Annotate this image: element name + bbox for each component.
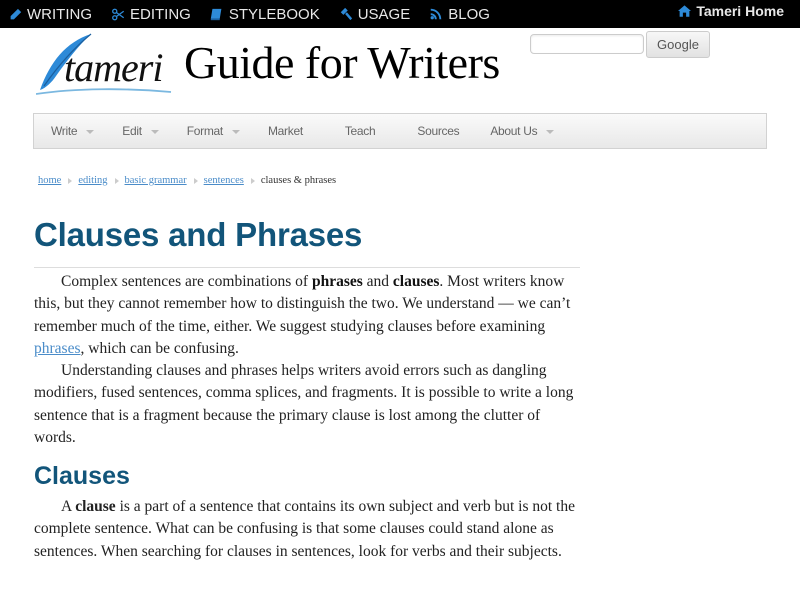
- page-title: Clauses and Phrases: [34, 216, 363, 253]
- section-title-clauses: Clauses: [34, 462, 130, 490]
- topnav-label: WRITING: [27, 5, 92, 23]
- mainnav-about-us[interactable]: [490, 124, 554, 138]
- article-intro: [34, 271, 582, 449]
- bold-term-phrases: phrases: [311, 273, 363, 290]
- title-divider: [34, 267, 580, 268]
- paragraph-1: [34, 271, 582, 360]
- breadcrumb-home[interactable]: home: [38, 175, 62, 186]
- scissors-icon: [111, 7, 125, 21]
- logo-title: Guide for Writers: [184, 37, 500, 88]
- pencil-icon: [8, 7, 22, 21]
- text: , which can be confusing.: [80, 339, 239, 357]
- bold-term-clauses: clauses: [392, 273, 440, 290]
- text: is a part of a sentence that contains its own subject and verb but is not the complete sentence. What can be confusing is that some clauses could stand alone as sentences. When searching for clauses in sentences, look for verbs and their subjects.: [34, 498, 575, 560]
- breadcrumb-separator-icon: [115, 178, 119, 184]
- chevron-down-icon: [151, 130, 159, 134]
- mainnav-write[interactable]: [51, 124, 94, 138]
- breadcrumb-separator-icon: [68, 178, 72, 184]
- mainnav-edit[interactable]: [122, 124, 158, 138]
- topnav-label: BLOG: [448, 5, 490, 23]
- gavel-icon: [339, 7, 353, 21]
- mainnav-label: Sources: [417, 124, 460, 138]
- mainnav-sources[interactable]: [417, 124, 459, 138]
- text: . Most writers know this, but they cannot remember how to distinguish the two. We understand — we can’t remember much of the time, either. We suggest studying clauses before examining: [34, 273, 571, 335]
- breadcrumb-sentences[interactable]: sentences: [203, 175, 244, 186]
- breadcrumb: [38, 175, 336, 186]
- mainnav-label: Write: [51, 124, 78, 138]
- clauses-section: [34, 496, 582, 563]
- top-bar: [0, 0, 800, 28]
- mainnav-label: Edit: [122, 124, 142, 138]
- mainnav-label: Teach: [344, 124, 376, 138]
- chevron-down-icon: [86, 130, 94, 134]
- topnav-stylebook[interactable]: [210, 6, 320, 23]
- topnav-editing[interactable]: [111, 6, 191, 23]
- chevron-down-icon: [546, 130, 554, 134]
- chevron-down-icon: [232, 130, 240, 134]
- mainnav-label: About Us: [490, 124, 538, 138]
- logo-brand: tameri: [64, 45, 163, 90]
- tameri-home-link[interactable]: [678, 0, 784, 22]
- topnav-label: EDITING: [130, 5, 191, 23]
- paragraph-3: [34, 496, 582, 563]
- mainnav-label: Market: [267, 124, 303, 138]
- site-logo[interactable]: [36, 32, 516, 102]
- breadcrumb-basic-grammar[interactable]: basic grammar: [124, 175, 187, 186]
- mainnav-format[interactable]: [187, 124, 240, 138]
- topnav-label: STYLEBOOK: [228, 5, 320, 23]
- rss-icon: [429, 7, 443, 21]
- google-search-button[interactable]: Google: [646, 31, 710, 58]
- topnav-usage[interactable]: [339, 6, 411, 23]
- mainnav-market[interactable]: [268, 124, 303, 138]
- top-nav: [8, 0, 509, 28]
- book-icon: [210, 7, 224, 21]
- text: A: [61, 498, 76, 515]
- text: and: [362, 273, 393, 290]
- bold-term-clause: clause: [75, 498, 116, 515]
- text: Complex sentences are combinations of: [61, 273, 312, 290]
- phrases-link[interactable]: phrases: [34, 339, 81, 357]
- home-icon: [678, 5, 691, 17]
- home-label: Tameri Home: [696, 3, 784, 19]
- breadcrumb-separator-icon: [194, 178, 198, 184]
- breadcrumb-separator-icon: [251, 178, 255, 184]
- topnav-label: USAGE: [357, 5, 411, 23]
- search-input[interactable]: [530, 34, 644, 54]
- mainnav-teach[interactable]: [345, 124, 376, 138]
- mainnav-label: Format: [186, 124, 223, 138]
- topnav-writing[interactable]: [8, 6, 92, 23]
- topnav-blog[interactable]: [429, 6, 490, 23]
- breadcrumb-current: clauses & phrases: [260, 175, 337, 186]
- breadcrumb-editing[interactable]: editing: [78, 175, 108, 186]
- paragraph-2: Understanding clauses and phrases helps writers avoid errors such as dangling modifiers, fused sentences, comma splices, and fragments. It is possible to write a long sentence that is a fragment because the primary clause is lost among the clutter of words.: [34, 362, 574, 447]
- main-nav: [33, 113, 767, 149]
